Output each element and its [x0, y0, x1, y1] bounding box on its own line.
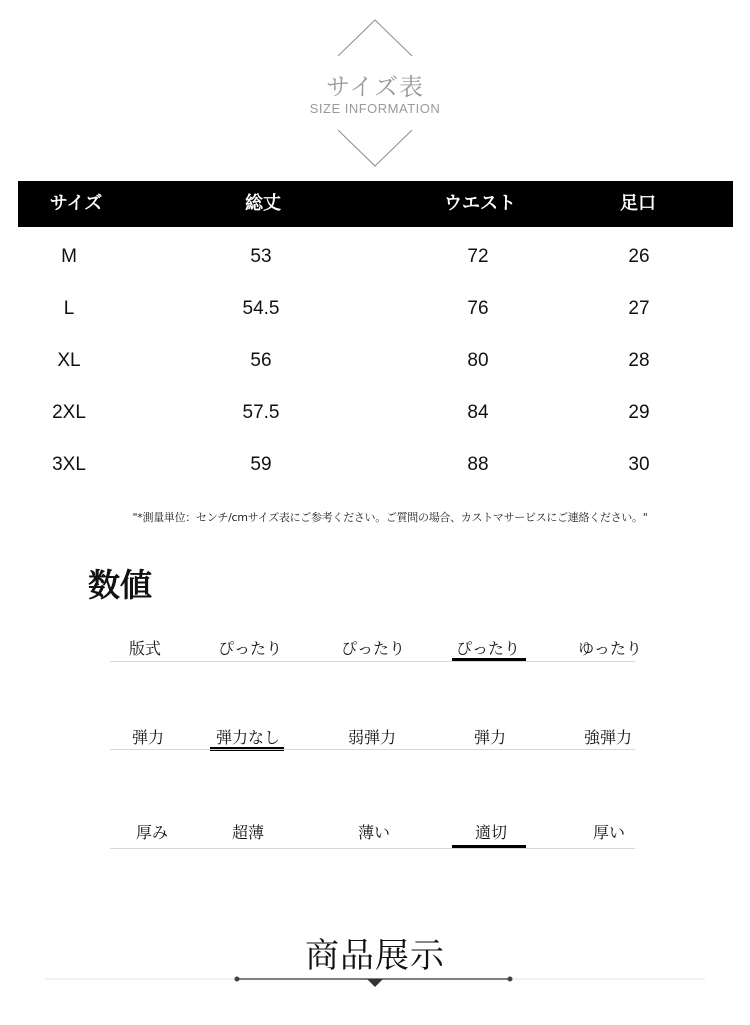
- size-chart-subtitle: SIZE INFORMATION: [309, 101, 441, 116]
- column-header-hem: 足口: [620, 193, 656, 214]
- attribute-row-thickness: [110, 818, 635, 852]
- size-cell: XL: [57, 350, 81, 371]
- length-cell: 57.5: [242, 402, 280, 423]
- table-row: [18, 387, 733, 439]
- table-row: [18, 283, 733, 335]
- size-cell: M: [61, 246, 77, 267]
- length-cell: 53: [250, 246, 272, 267]
- waist-cell: 76: [467, 298, 489, 319]
- size-cell: 2XL: [52, 402, 86, 423]
- size-cell: 3XL: [52, 454, 86, 475]
- attribute-row-fit: [110, 634, 642, 664]
- waist-cell: 72: [467, 246, 489, 267]
- attribute-row-elasticity: [110, 723, 635, 753]
- attribute-option: ぴったり: [340, 639, 406, 658]
- length-cell: 56: [250, 350, 272, 371]
- waist-cell: 80: [467, 350, 489, 371]
- column-header-size: サイズ: [49, 193, 103, 214]
- hem-cell: 27: [628, 298, 650, 319]
- attribute-option: ゆったり: [578, 639, 642, 658]
- showcase-divider: [0, 965, 750, 995]
- size-cell: L: [63, 298, 75, 319]
- column-header-length: 総丈: [245, 193, 281, 214]
- length-cell: 54.5: [242, 298, 280, 319]
- hem-cell: 26: [628, 246, 650, 267]
- attribute-option: 厚い: [592, 823, 626, 842]
- hem-cell: 29: [628, 402, 650, 423]
- hem-cell: 28: [628, 350, 650, 371]
- row-divider: [110, 848, 635, 849]
- waist-cell: 88: [467, 454, 489, 475]
- attribute-option: 超薄: [231, 823, 265, 842]
- attribute-option-selected: ぴったり: [455, 639, 521, 658]
- attribute-option: 強弾力: [583, 728, 633, 747]
- size-table-header: [18, 181, 733, 227]
- length-cell: 59: [250, 454, 272, 475]
- table-row: [18, 335, 733, 387]
- column-header-waist: ウエスト: [444, 193, 516, 214]
- values-section-title: 数値: [88, 566, 153, 604]
- attribute-label: 厚み: [135, 823, 169, 842]
- hem-cell: 30: [628, 454, 650, 475]
- attribute-option: 弾力: [473, 728, 507, 747]
- attribute-option: 薄い: [357, 823, 391, 842]
- size-chart-title: サイズ表: [325, 73, 425, 101]
- attribute-option-selected: 弾力なし: [215, 728, 281, 747]
- product-showcase-title: 商品展示: [305, 936, 445, 976]
- row-divider: [110, 661, 635, 662]
- row-divider: [110, 749, 635, 750]
- table-row: [18, 231, 733, 283]
- attribute-option-selected: 適切: [474, 823, 508, 842]
- attribute-label: 版式: [128, 639, 162, 658]
- table-row: [18, 439, 733, 491]
- measurement-note: "*測量単位：センチ/cmサイズ表にご参考ください。ご質問の場合、カストマサービスにご連絡ください。": [132, 511, 648, 524]
- attribute-option: ぴったり: [217, 639, 283, 658]
- attribute-label: 弾力: [131, 728, 165, 747]
- attribute-option: 弱弾力: [347, 728, 397, 747]
- waist-cell: 84: [467, 402, 489, 423]
